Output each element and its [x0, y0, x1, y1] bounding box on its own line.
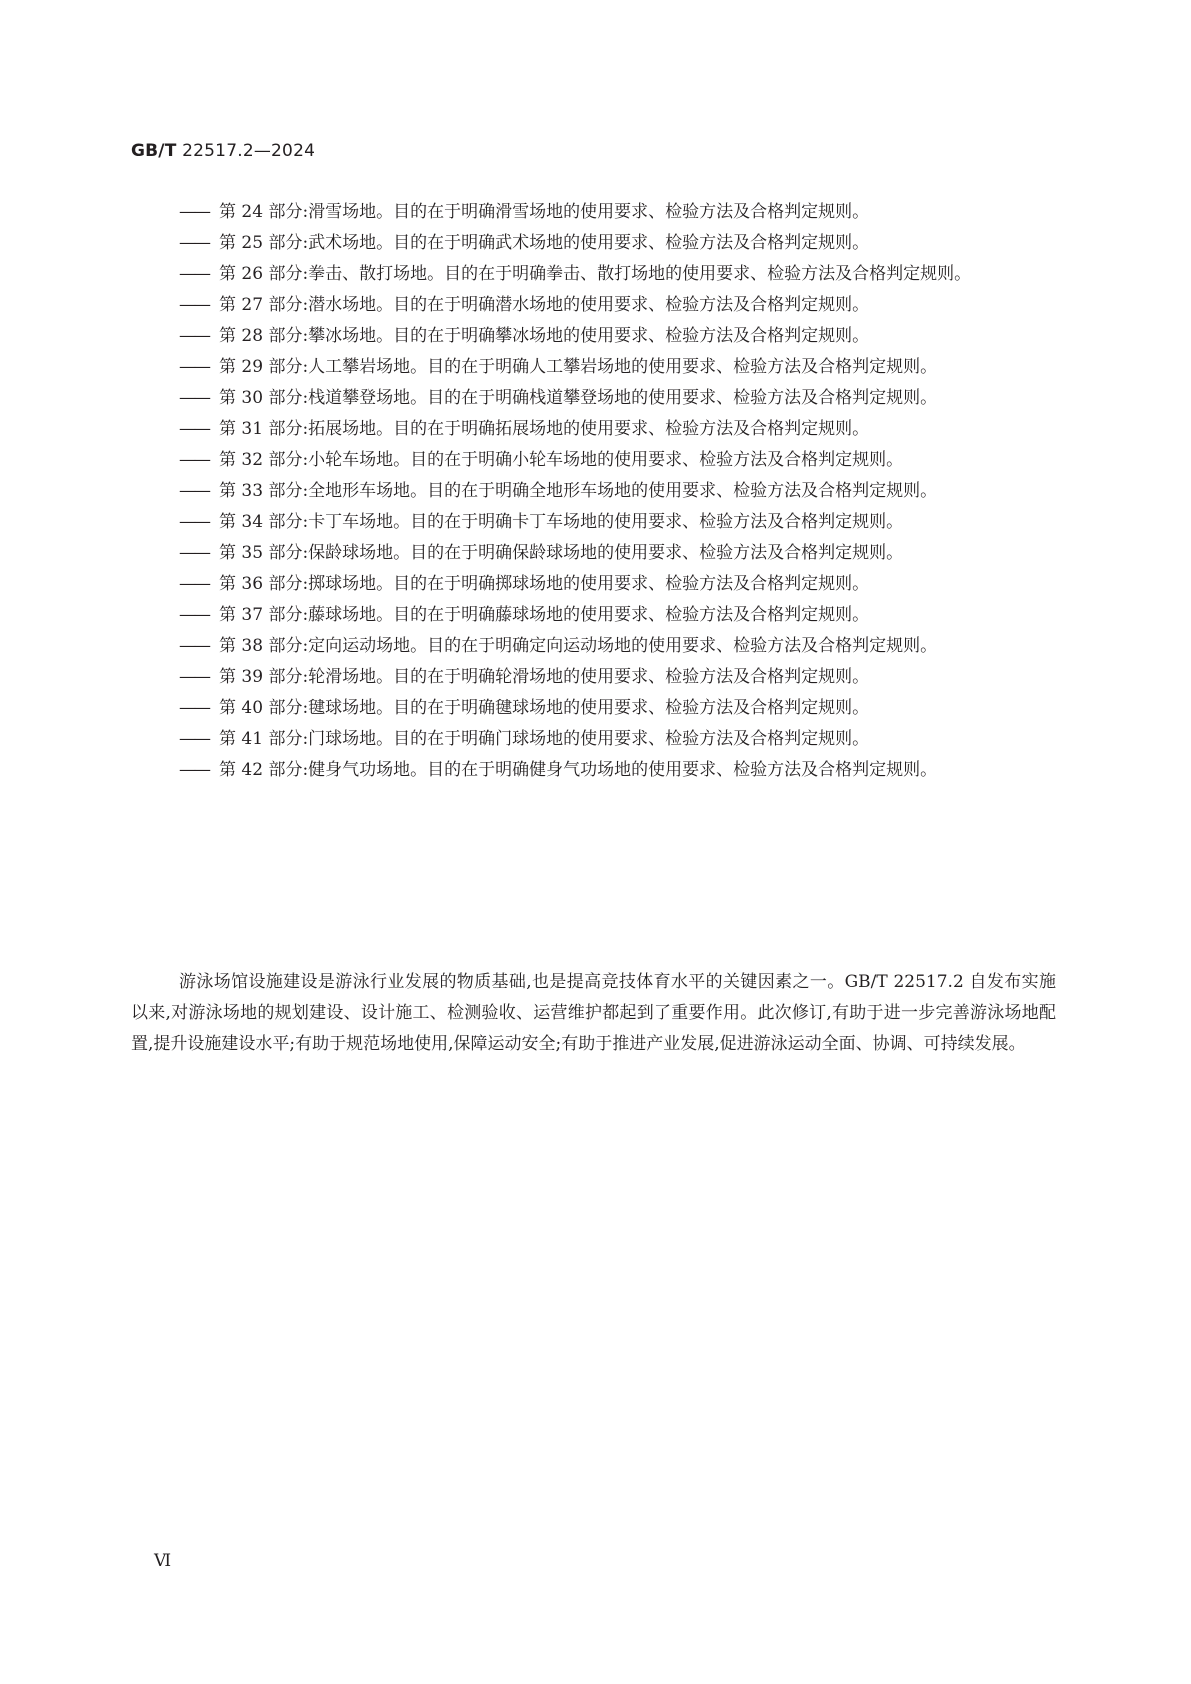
list-item — [179, 507, 1056, 538]
list-dash: —— — [179, 543, 209, 563]
list-item-text: 第 27 部分:潜水场地。目的在于明确潜水场地的使用要求、检验方法及合格判定规则。 — [219, 295, 870, 315]
list-item — [179, 662, 1056, 693]
list-dash: —— — [179, 357, 209, 377]
list-item-text: 第 41 部分:门球场地。目的在于明确门球场地的使用要求、检验方法及合格判定规则。 — [219, 729, 870, 749]
list-item-text: 第 29 部分:人工攀岩场地。目的在于明确人工攀岩场地的使用要求、检验方法及合格判定规则。 — [219, 357, 938, 377]
list-item — [179, 228, 1056, 259]
list-item-text: 第 30 部分:栈道攀登场地。目的在于明确栈道攀登场地的使用要求、检验方法及合格判定规则。 — [219, 388, 938, 408]
list-dash: —— — [179, 574, 209, 594]
closing-paragraph: 游泳场馆设施建设是游泳行业发展的物质基础,也是提高竞技体育水平的关键因素之一。GB/T 22517.2 自发布实施以来,对游泳场地的规划建设、设计施工、检测验收、运营维护都起到了重要作用。此次修订,有助于进一步完善游泳场地配置,提升设施建设水平;有助于规范场地使用,保障运动安全;有助于推进产业发展,促进游泳运动全面、协调、可持续发展。 — [131, 972, 1056, 1054]
list-item — [179, 290, 1056, 321]
list-item — [179, 755, 1056, 786]
list-item-text: 第 37 部分:藤球场地。目的在于明确藤球场地的使用要求、检验方法及合格判定规则。 — [219, 605, 870, 625]
list-dash: —— — [179, 295, 209, 315]
list-item — [179, 569, 1056, 600]
list-item-text: 第 39 部分:轮滑场地。目的在于明确轮滑场地的使用要求、检验方法及合格判定规则。 — [219, 667, 870, 687]
list-item — [179, 600, 1056, 631]
list-dash: —— — [179, 729, 209, 749]
list-dash: —— — [179, 760, 209, 780]
list-item-text: 第 33 部分:全地形车场地。目的在于明确全地形车场地的使用要求、检验方法及合格判定规则。 — [219, 481, 938, 501]
list-dash: —— — [179, 636, 209, 656]
list-item — [179, 321, 1056, 352]
document-code-header — [131, 141, 315, 161]
list-item — [179, 383, 1056, 414]
list-item-text: 第 25 部分:武术场地。目的在于明确武术场地的使用要求、检验方法及合格判定规则。 — [219, 233, 870, 253]
standard-code-prefix: GB/T — [131, 141, 177, 161]
list-item — [179, 259, 1056, 290]
page-number: Ⅵ — [154, 1551, 172, 1571]
list-item — [179, 631, 1056, 662]
list-item-text: 第 40 部分:毽球场地。目的在于明确毽球场地的使用要求、检验方法及合格判定规则。 — [219, 698, 870, 718]
list-dash: —— — [179, 481, 209, 501]
list-item-text: 第 32 部分:小轮车场地。目的在于明确小轮车场地的使用要求、检验方法及合格判定规则。 — [219, 450, 904, 470]
list-dash: —— — [179, 264, 209, 284]
list-dash: —— — [179, 450, 209, 470]
list-item-text: 第 31 部分:拓展场地。目的在于明确拓展场地的使用要求、检验方法及合格判定规则。 — [219, 419, 870, 439]
parts-list — [179, 197, 1056, 786]
list-item-text: 第 36 部分:掷球场地。目的在于明确掷球场地的使用要求、检验方法及合格判定规则。 — [219, 574, 870, 594]
list-dash: —— — [179, 419, 209, 439]
list-dash: —— — [179, 667, 209, 687]
list-item — [179, 352, 1056, 383]
list-item — [179, 724, 1056, 755]
list-item-text: 第 34 部分:卡丁车场地。目的在于明确卡丁车场地的使用要求、检验方法及合格判定规则。 — [219, 512, 904, 532]
list-item-text: 第 35 部分:保龄球场地。目的在于明确保龄球场地的使用要求、检验方法及合格判定规则。 — [219, 543, 904, 563]
list-item-text: 第 42 部分:健身气功场地。目的在于明确健身气功场地的使用要求、检验方法及合格判定规则。 — [219, 760, 938, 780]
list-item-text: 第 28 部分:攀冰场地。目的在于明确攀冰场地的使用要求、检验方法及合格判定规则。 — [219, 326, 870, 346]
list-dash: —— — [179, 233, 209, 253]
list-dash: —— — [179, 698, 209, 718]
list-item-text: 第 26 部分:拳击、散打场地。目的在于明确拳击、散打场地的使用要求、检验方法及合格判定规则。 — [219, 264, 972, 284]
list-item — [179, 476, 1056, 507]
list-item — [179, 693, 1056, 724]
list-item — [179, 197, 1056, 228]
list-dash: —— — [179, 605, 209, 625]
standard-code-number: 22517.2—2024 — [176, 141, 316, 161]
list-dash: —— — [179, 326, 209, 346]
list-item — [179, 445, 1056, 476]
list-item-text: 第 24 部分:滑雪场地。目的在于明确滑雪场地的使用要求、检验方法及合格判定规则。 — [219, 202, 870, 222]
list-dash: —— — [179, 512, 209, 532]
list-dash: —— — [179, 388, 209, 408]
list-item — [179, 414, 1056, 445]
list-item-text: 第 38 部分:定向运动场地。目的在于明确定向运动场地的使用要求、检验方法及合格判定规则。 — [219, 636, 938, 656]
list-item — [179, 538, 1056, 569]
list-dash: —— — [179, 202, 209, 222]
